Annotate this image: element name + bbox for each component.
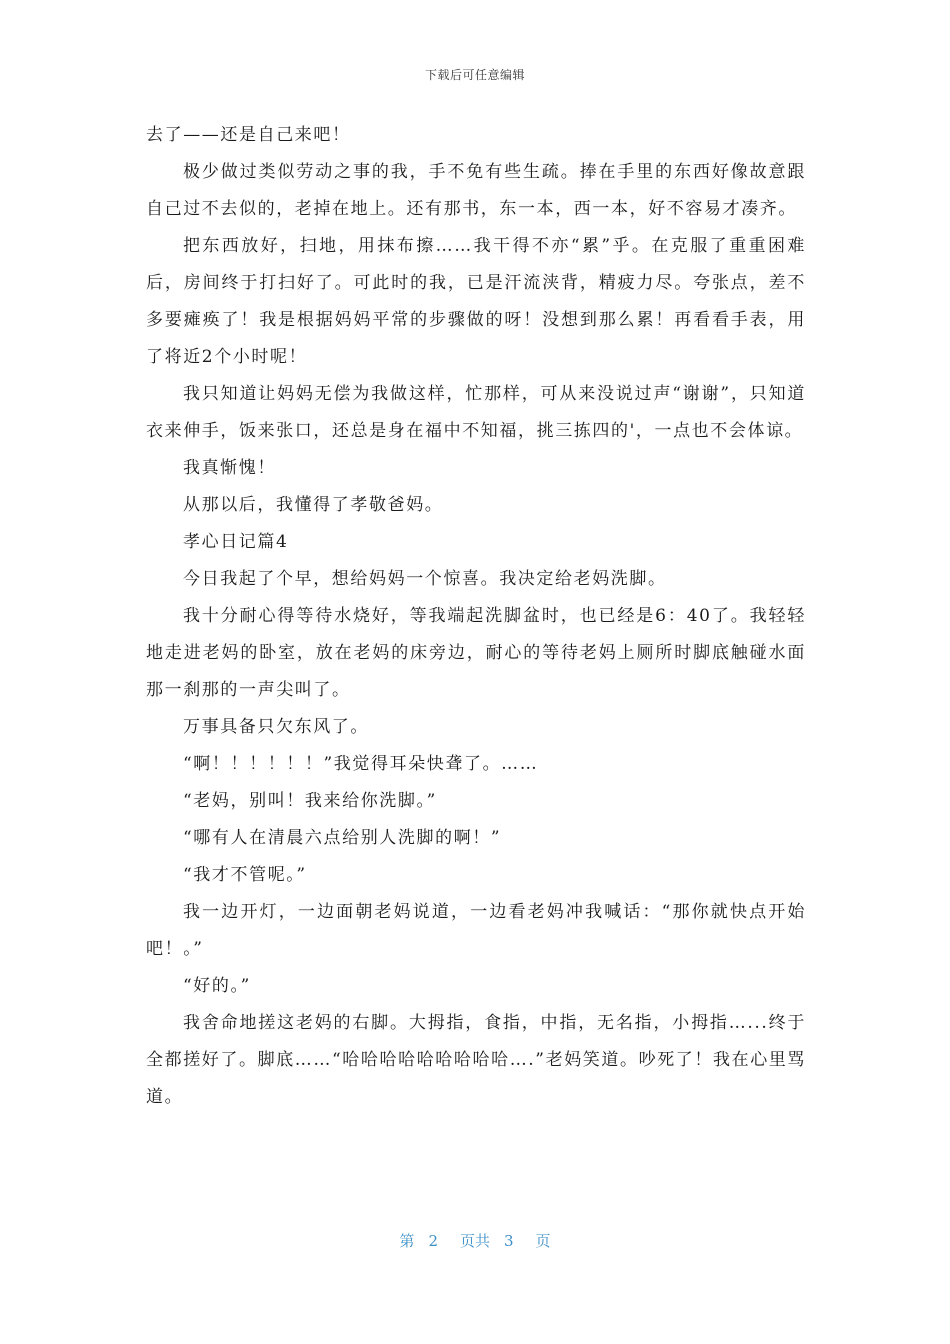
dialogue-line: “好的。” bbox=[183, 976, 251, 996]
footer-current-page: 2 bbox=[428, 1232, 438, 1250]
paragraph: 我真惭愧！ bbox=[183, 458, 276, 478]
page-header: 下载后可任意编辑 bbox=[424, 68, 525, 82]
page-footer bbox=[0, 1230, 950, 1251]
footer-total-pages: 3 bbox=[504, 1232, 514, 1250]
paragraph: 我一边开灯，一边面朝老妈说道，一边看老妈冲我喊话：“那你就快点开始吧！。” bbox=[146, 902, 806, 959]
dialogue-line: “哪有人在清晨六点给别人洗脚的啊！” bbox=[183, 828, 502, 848]
paragraph: 我只知道让妈妈无偿为我做这样，忙那样，可从来没说过声“谢谢”，只知道衣来伸手，饭来张口，还总是身在福中不知福，挑三拣四的'，一点也不会体谅。 bbox=[146, 384, 806, 441]
document-body bbox=[146, 117, 806, 1116]
dialogue-line: “我才不管呢。” bbox=[183, 865, 307, 885]
paragraph: 万事具备只欠东风了。 bbox=[183, 717, 369, 737]
paragraph: 今日我起了个早，想给妈妈一个惊喜。我决定给老妈洗脚。 bbox=[183, 569, 667, 589]
paragraph: 去了——还是自己来吧！ bbox=[146, 125, 351, 145]
footer-middle: 页共 bbox=[459, 1232, 490, 1250]
paragraph: 从那以后，我懂得了孝敬爸妈。 bbox=[183, 495, 444, 515]
paragraph: 我舍命地搓这老妈的右脚。大拇指，食指，中指，无名指，小拇指…...终于全都搓好了。脚底……“哈哈哈哈哈哈哈哈哈….”老妈笑道。吵死了！我在心里骂道。 bbox=[146, 1013, 806, 1107]
section-title: 孝心日记篇4 bbox=[183, 532, 289, 552]
paragraph: 我十分耐心得等待水烧好，等我端起洗脚盆时，也已经是6：40了。我轻轻地走进老妈的卧室，放在老妈的床旁边，耐心的等待老妈上厕所时脚底触碰水面那一刹那的一声尖叫了。 bbox=[146, 606, 806, 700]
footer-prefix: 第 bbox=[399, 1232, 415, 1250]
paragraph: 极少做过类似劳动之事的我，手不免有些生疏。捧在手里的东西好像故意跟自己过不去似的，老掉在地上。还有那书，东一本，西一本，好不容易才凑齐。 bbox=[146, 162, 806, 219]
footer-suffix: 页 bbox=[535, 1232, 551, 1250]
dialogue-line: “老妈，别叫！我来给你洗脚。” bbox=[183, 791, 437, 811]
dialogue-line: “啊！！！！！！”我觉得耳朵快聋了。…… bbox=[183, 754, 539, 774]
paragraph: 把东西放好，扫地，用抹布擦……我干得不亦“累”乎。在克服了重重困难后，房间终于打扫好了。可此时的我，已是汗流浃背，精疲力尽。夸张点，差不多要瘫痪了！我是根据妈妈平常的步骤做的呀！没想到那么累！再看看手表，用了将近2个小时呢！ bbox=[146, 236, 806, 367]
